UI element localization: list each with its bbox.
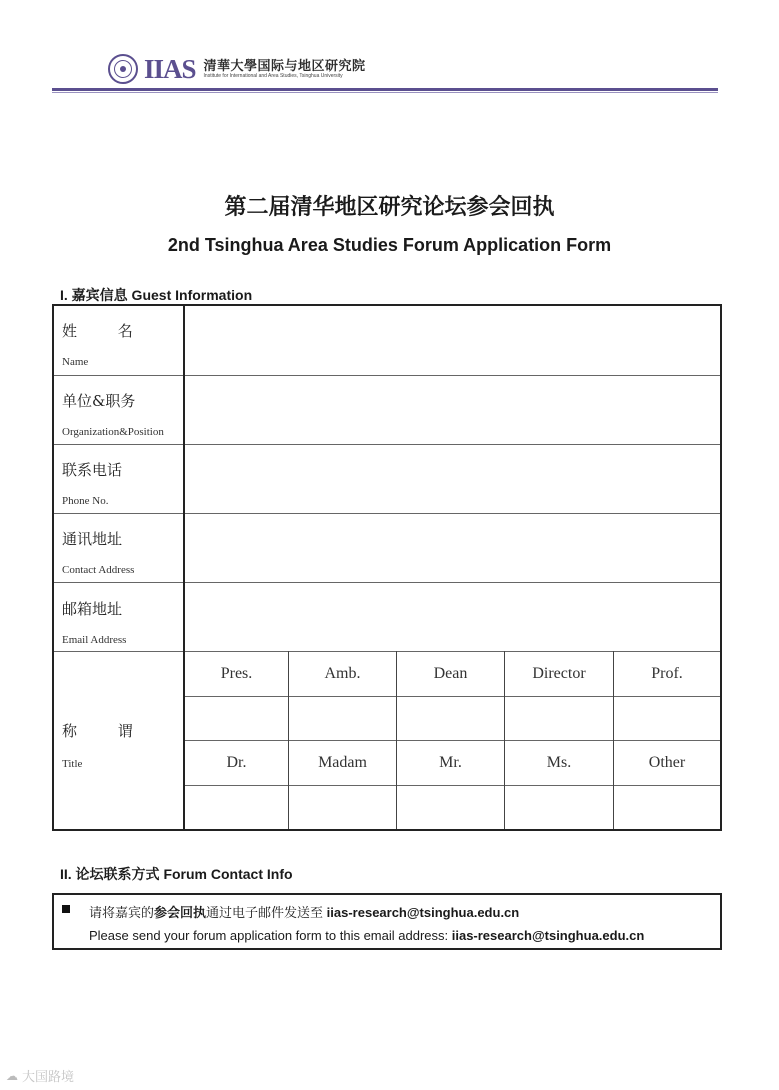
institute-name-en: Institute for International and Area Studies, Tsinghua University	[203, 73, 343, 79]
contact-line-en	[89, 928, 644, 943]
contact-info-box	[52, 893, 722, 950]
title-option-mr: Mr.	[439, 754, 462, 771]
header-rule-thin	[52, 92, 718, 93]
institute-name	[204, 58, 366, 80]
title-option-prof: Prof.	[651, 665, 683, 682]
title-checkbox-director[interactable]	[505, 697, 613, 740]
title-option-dean: Dean	[433, 665, 468, 682]
title-option-dr: Dr.	[226, 754, 247, 771]
title-option-amb: Amb.	[324, 665, 361, 682]
iias-logo: IIAS	[144, 54, 196, 84]
header-rule	[52, 88, 718, 91]
email-label-en: Email Address	[62, 634, 127, 646]
title-checkbox-ms[interactable]	[505, 786, 613, 829]
phone-label-en: Phone No.	[62, 495, 109, 507]
watermark-text: 大国路境	[22, 1069, 75, 1084]
weibo-icon: ☁	[6, 1068, 18, 1083]
title-label-cn: 称 谓	[62, 722, 151, 740]
organization-input[interactable]	[185, 376, 720, 444]
title-checkbox-mr[interactable]	[397, 786, 504, 829]
guest-info-table	[52, 304, 722, 831]
organization-label-en: Organization&Position	[62, 426, 164, 438]
contact-email-cn[interactable]: iias-research@tsinghua.edu.cn	[326, 905, 520, 920]
name-label-cn: 姓 名	[62, 322, 151, 340]
tsinghua-seal-icon	[108, 54, 138, 84]
name-input[interactable]	[185, 306, 720, 375]
watermark	[6, 1066, 74, 1085]
header	[108, 52, 366, 86]
title-checkbox-dr[interactable]	[185, 786, 288, 829]
address-label-en: Contact Address	[62, 564, 135, 576]
title-option-madam: Madam	[318, 754, 367, 771]
title-option-director: Director	[532, 665, 586, 682]
row-divider	[54, 651, 720, 652]
title-checkbox-pres[interactable]	[185, 697, 288, 740]
title-checkbox-amb[interactable]	[289, 697, 396, 740]
email-input[interactable]	[185, 583, 720, 651]
title-checkbox-dean[interactable]	[397, 697, 504, 740]
contact-email-en[interactable]: iias-research@tsinghua.edu.cn	[451, 928, 645, 943]
title-row-divider	[183, 740, 720, 741]
address-label-cn: 通讯地址	[62, 530, 123, 548]
title-label-en: Title	[62, 758, 83, 770]
title-checkbox-other[interactable]	[614, 786, 720, 829]
contact-line-en-text: Please send your forum application form to this email address:	[89, 928, 452, 943]
bullet-square-icon	[62, 905, 70, 913]
title-option-pres: Pres.	[220, 665, 253, 682]
form-title-en: 2nd Tsinghua Area Studies Forum Application Form	[167, 235, 612, 255]
contact-line-cn	[89, 902, 519, 921]
form-title-cn: 第二届清华地区研究论坛参会回执	[224, 194, 555, 219]
contact-line-cn-text: 请将嘉宾的	[89, 905, 155, 920]
contact-line-cn-bold: 参会回执	[154, 905, 207, 920]
title-checkbox-prof[interactable]	[614, 697, 720, 740]
title-checkbox-madam[interactable]	[289, 786, 396, 829]
email-label-cn: 邮箱地址	[62, 600, 123, 618]
institute-name-cn: 清華大學国际与地区研究院	[203, 58, 366, 73]
name-label-en: Name	[62, 356, 89, 368]
title-option-other: Other	[648, 754, 686, 771]
organization-label-cn: 单位&职务	[62, 392, 136, 410]
title-option-ms: Ms.	[546, 754, 572, 771]
phone-input[interactable]	[185, 445, 720, 513]
phone-label-cn: 联系电话	[62, 461, 123, 479]
address-input[interactable]	[185, 514, 720, 582]
contact-line-cn-text-2: 通过电子邮件发送至	[206, 905, 327, 920]
section-guest-info-heading: I. 嘉宾信息 Guest Information	[60, 287, 253, 303]
section-contact-info-heading: II. 论坛联系方式 Forum Contact Info	[60, 866, 293, 882]
